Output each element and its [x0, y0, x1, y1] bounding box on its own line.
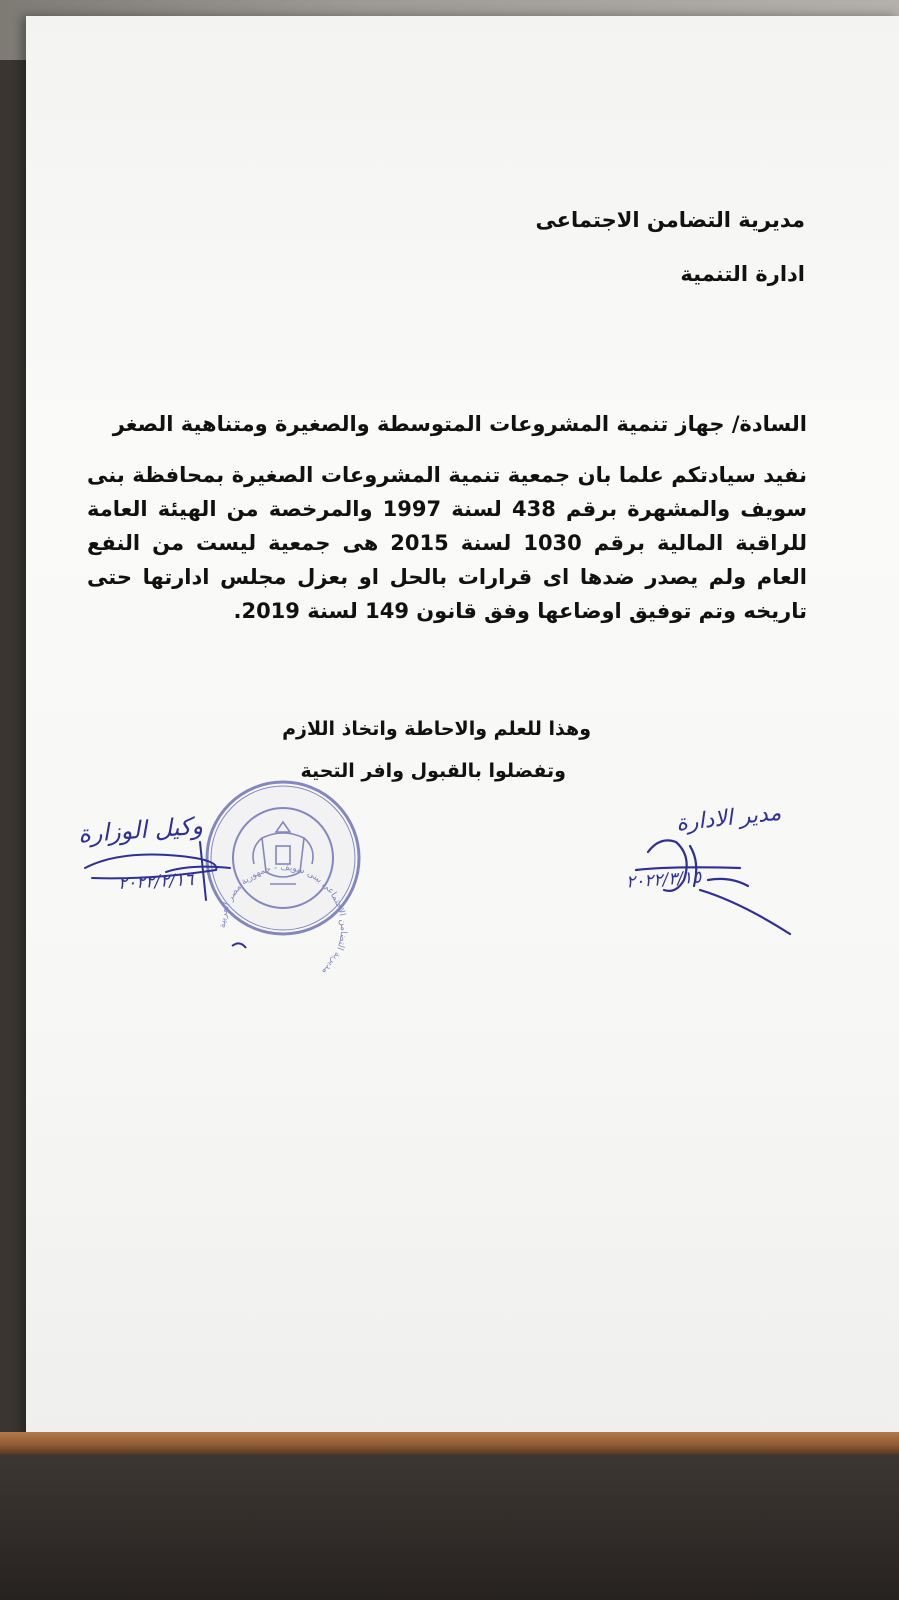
closing-line-1: وهذا للعلم والاحاطة واتخاذ اللازم: [282, 718, 591, 740]
desk-edge: [0, 1432, 899, 1454]
header-directorate: مديرية التضامن الاجتماعى: [535, 208, 805, 232]
pen-mark: [232, 943, 246, 948]
letter-body: نفيد سيادتكم علما بان جمعية تنمية المشروعات الصغيرة بمحافظة بنى سويف والمشهرة برقم 438 لسنة 1997 والمرخصة من الهيئة العامة للراقبة المالية برقم 1030 لسنة 2015 هى جمعية ليست من النفع العام ولم يصدر ضدها اى قرارات بالحل او بعزل مجلس ادارتها حتى تاريخه وتم توفيق اوضاعها وفق قانون 149 لسنة 2019.: [87, 463, 808, 623]
closing-line-2: وتفضلوا بالقبول وافر التحية: [300, 760, 566, 782]
right-signature-date: ٢٠٢٢/٣/١٥: [625, 867, 702, 893]
stamp-ring-text: مديرية التضامن الاجتماعى ببنى سويف - جمهورية مصر العربية: [217, 862, 349, 977]
header-department: ادارة التنمية: [680, 262, 805, 286]
right-signature-title: مدير الادارة: [674, 800, 783, 837]
left-signature-date: ٢٠٢٢/٢/١٦: [117, 870, 194, 894]
official-seal-stamp: [207, 782, 359, 976]
left-signature-title: وكيل الوزارة: [77, 811, 204, 849]
desk-surface: [0, 1454, 899, 1600]
recipient-line: السادة/ جهاز تنمية المشروعات المتوسطة والصغيرة ومتناهية الصغر: [112, 412, 807, 436]
